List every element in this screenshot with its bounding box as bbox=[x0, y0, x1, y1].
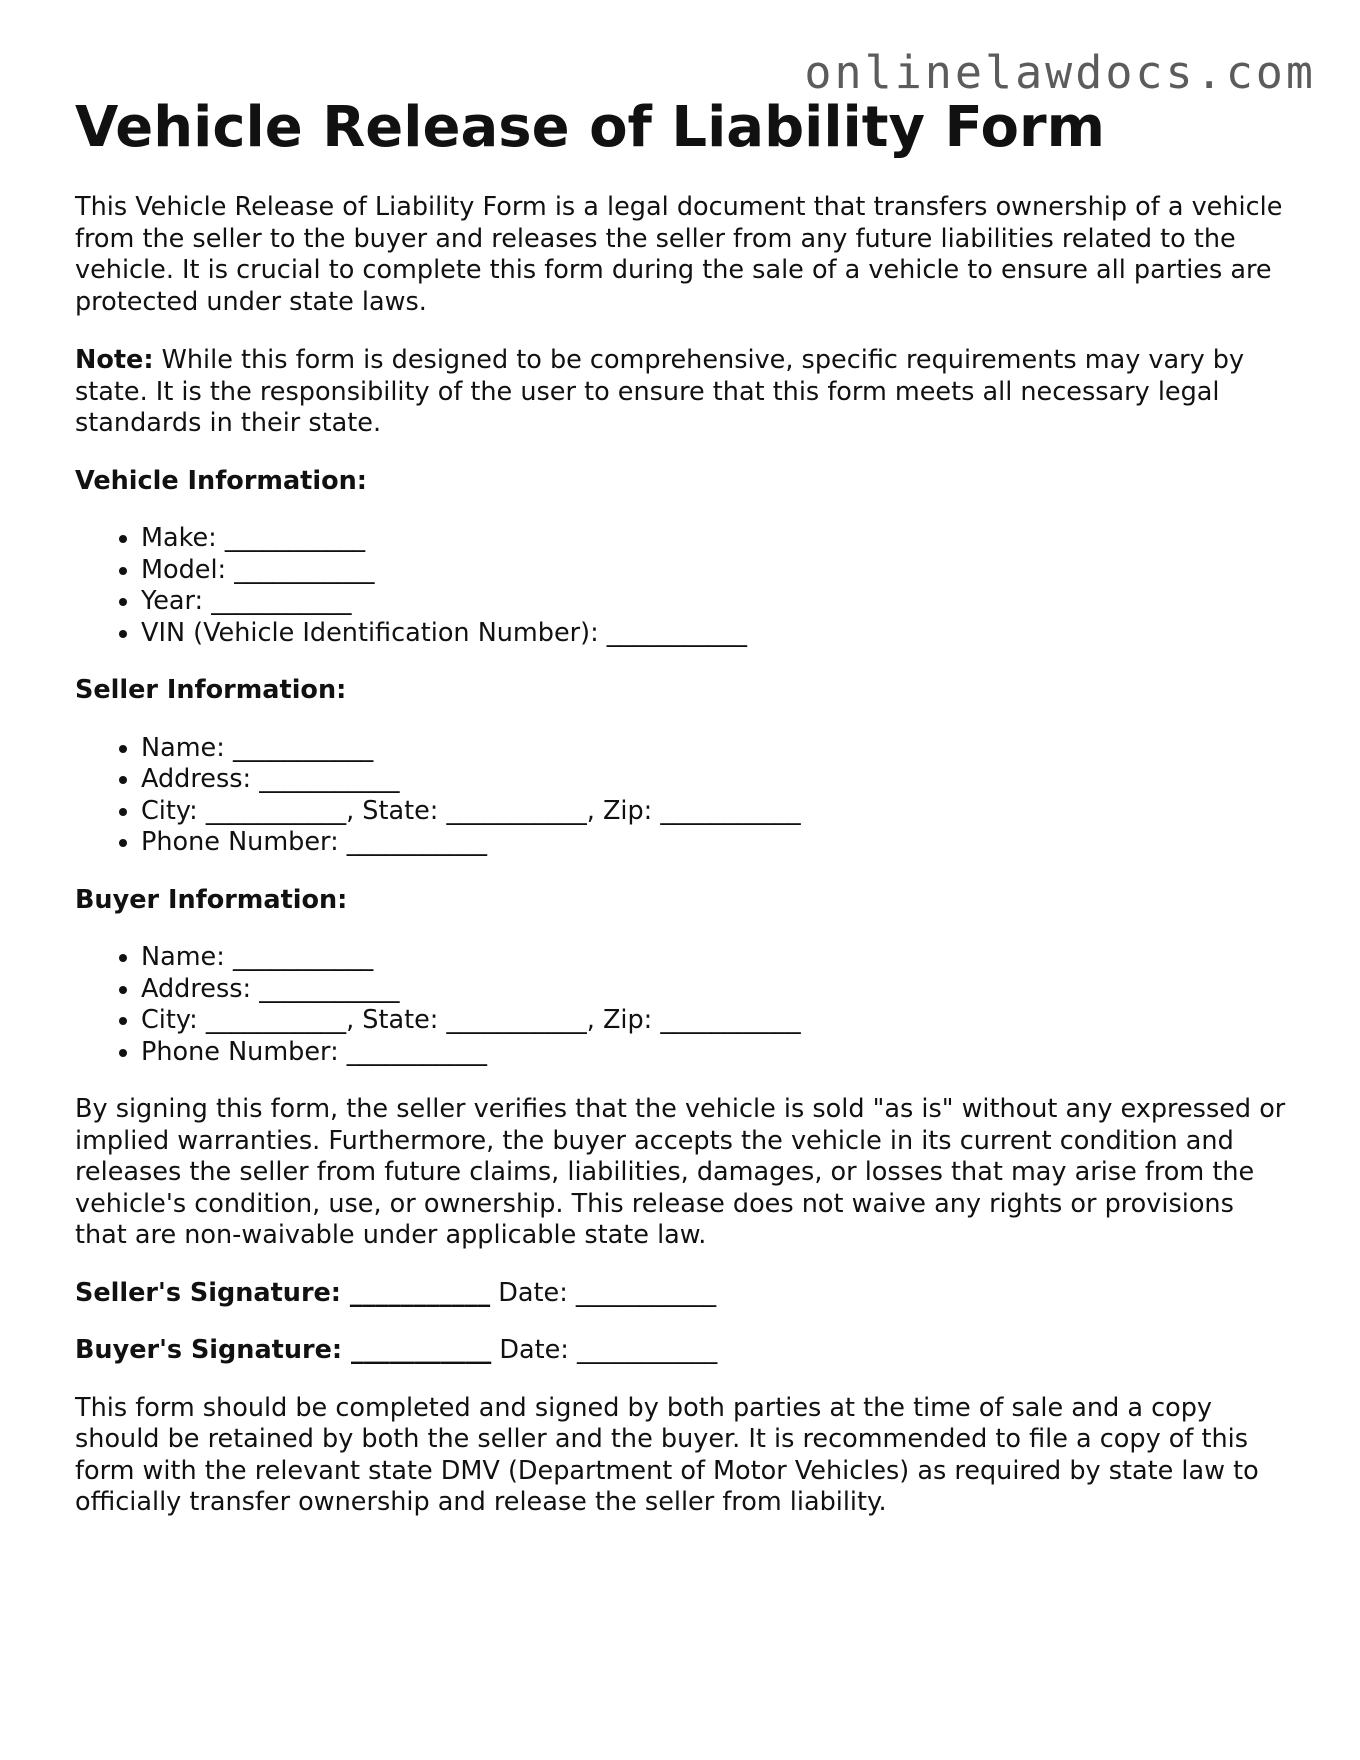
buyer-signature-label: Buyer's Signature: bbox=[75, 1335, 351, 1365]
year-field[interactable]: ___________ bbox=[211, 586, 352, 616]
buyer-date-field[interactable]: ___________ bbox=[576, 1335, 718, 1365]
seller-info-heading: Seller Information: bbox=[75, 675, 347, 705]
seller-signature-label: Seller's Signature: bbox=[75, 1277, 350, 1308]
list-item-buyer-location bbox=[141, 1005, 1290, 1037]
list-item-seller-phone bbox=[141, 827, 1290, 859]
list-item-buyer-name bbox=[141, 942, 1290, 974]
seller-signature-field[interactable]: ___________ bbox=[349, 1277, 491, 1308]
note-paragraph bbox=[75, 345, 1290, 440]
buyer-phone-field[interactable]: ___________ bbox=[346, 1036, 488, 1067]
seller-signature-line bbox=[75, 1278, 1290, 1310]
seller-state-label: , State: bbox=[346, 795, 447, 826]
buyer-zip-label: , Zip: bbox=[586, 1005, 661, 1035]
buyer-name-label: Name: bbox=[141, 942, 233, 972]
seller-zip-field[interactable]: ___________ bbox=[660, 795, 801, 826]
intro-paragraph: This Vehicle Release of Liability Form is a legal document that transfers ownership of a vehicle from the seller to the buyer and releases the seller from any future liabilities related to the vehicle. It is crucial to complete this form during the sale of a vehicle to ensure all parties are protected under state laws. bbox=[75, 192, 1283, 317]
seller-info-list bbox=[75, 733, 1290, 859]
buyer-phone-label: Phone Number: bbox=[141, 1036, 347, 1067]
buyer-name-field[interactable]: ___________ bbox=[232, 942, 374, 972]
seller-phone-field[interactable]: ___________ bbox=[346, 827, 488, 857]
release-paragraph: By signing this form, the seller verifies that the vehicle is sold "as is" without any expressed or implied warranties. Furthermore, the buyer accepts the vehicle in its current condition and releases the seller from future claims, liabilities, damages, or losses that may arise from the vehicle's condition, use, or ownership. This release does not waive any rights or provisions that are non-waivable under applicable state law. bbox=[75, 1094, 1286, 1250]
buyer-city-label: City: bbox=[141, 1005, 206, 1035]
seller-address-label: Address: bbox=[141, 764, 260, 794]
list-item-seller-address bbox=[141, 764, 1290, 796]
list-item-make bbox=[141, 523, 1290, 555]
list-item-buyer-phone bbox=[141, 1037, 1290, 1069]
list-item-seller-location bbox=[141, 796, 1290, 828]
closing-paragraph: This form should be completed and signed by both parties at the time of sale and a copy should be retained by both the seller and the buyer. It is recommended to file a copy of this form with the relevant state DMV (Department of Motor Vehicles) as required by state law to officially transfer ownership and release the seller from liability. bbox=[75, 1392, 1259, 1517]
seller-zip-label: , Zip: bbox=[586, 795, 661, 826]
buyer-city-field[interactable]: ___________ bbox=[205, 1005, 347, 1035]
buyer-state-label: , State: bbox=[346, 1005, 447, 1035]
buyer-address-label: Address: bbox=[141, 973, 260, 1004]
vehicle-info-list bbox=[75, 523, 1290, 649]
model-label: Model: bbox=[141, 554, 235, 585]
seller-address-field[interactable]: ___________ bbox=[259, 764, 400, 794]
seller-name-field[interactable]: ___________ bbox=[232, 732, 374, 763]
buyer-signature-field[interactable]: ___________ bbox=[350, 1335, 492, 1365]
seller-city-label: City: bbox=[141, 795, 206, 826]
seller-name-label: Name: bbox=[141, 732, 233, 763]
list-item-seller-name bbox=[141, 733, 1290, 765]
vin-label: VIN (Vehicle Identification Number): bbox=[141, 617, 607, 648]
list-item-vin bbox=[141, 618, 1290, 650]
note-text: While this form is designed to be comprehensive, specific requirements may vary by state. It is the responsibility of the user to ensure that this form meets all necessary legal standards in their state. bbox=[75, 345, 1245, 438]
buyer-date-label: Date: bbox=[491, 1335, 577, 1365]
make-field[interactable]: ___________ bbox=[224, 523, 366, 553]
model-field[interactable]: ___________ bbox=[234, 554, 375, 585]
buyer-state-field[interactable]: ___________ bbox=[446, 1005, 587, 1035]
vehicle-info-heading: Vehicle Information: bbox=[75, 465, 367, 496]
seller-date-label: Date: bbox=[490, 1277, 576, 1308]
list-item-model bbox=[141, 555, 1290, 587]
buyer-signature-line bbox=[75, 1335, 1290, 1367]
page-title: Vehicle Release of Liability Form bbox=[75, 95, 1105, 160]
vin-field[interactable]: ___________ bbox=[606, 617, 748, 648]
buyer-zip-field[interactable]: ___________ bbox=[660, 1005, 801, 1035]
document-body bbox=[75, 92, 1290, 1519]
seller-phone-label: Phone Number: bbox=[141, 827, 347, 857]
note-label: Note: bbox=[75, 345, 154, 375]
buyer-info-heading: Buyer Information: bbox=[75, 884, 348, 915]
buyer-info-list bbox=[75, 942, 1290, 1068]
list-item-year bbox=[141, 586, 1290, 618]
buyer-address-field[interactable]: ___________ bbox=[259, 973, 400, 1004]
seller-state-field[interactable]: ___________ bbox=[446, 795, 587, 826]
seller-date-field[interactable]: ___________ bbox=[575, 1277, 717, 1308]
make-label: Make: bbox=[141, 523, 225, 553]
list-item-buyer-address bbox=[141, 974, 1290, 1006]
seller-city-field[interactable]: ___________ bbox=[205, 795, 347, 826]
year-label: Year: bbox=[141, 586, 212, 616]
watermark: onlinelawdocs.com bbox=[804, 46, 1316, 99]
